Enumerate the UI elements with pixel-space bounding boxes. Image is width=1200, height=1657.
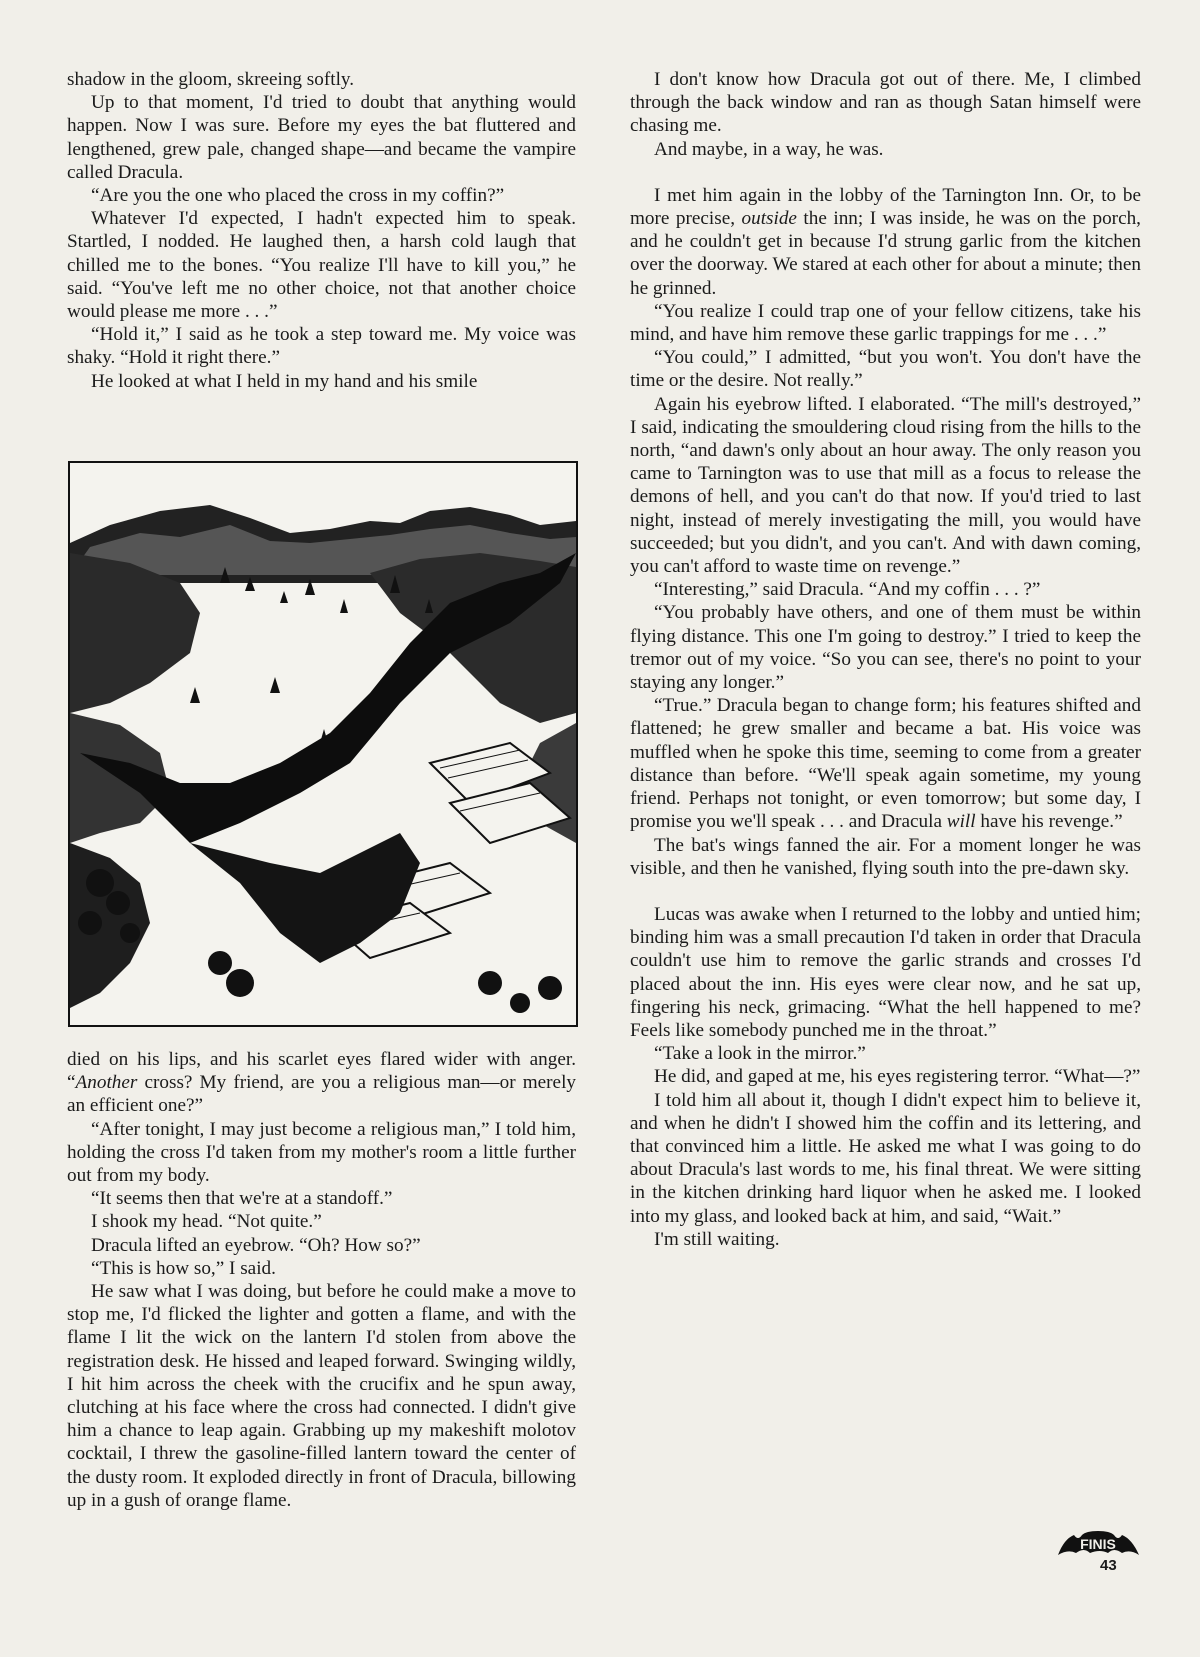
- paragraph: Lucas was awake when I returned to the lobby and untied him; binding him was a small precaution I'd taken in order that Dracula couldn't use him to remove the garlic strands and crosses I'd placed about the inn. His eyes were clear now, and he sat up, fingering his neck, grimacing. “What the hell happened to me? Feels like somebody punched me in the throat.”: [630, 903, 1141, 1041]
- paragraph: [67, 1048, 576, 1118]
- paragraph: shadow in the gloom, skreeing softly.: [67, 69, 355, 90]
- page-number: 43: [1100, 1557, 1117, 1574]
- paragraph: “This is how so,” I said.: [91, 1257, 276, 1279]
- paragraph: He did, and gaped at me, his eyes registering terror. “What—?”: [654, 1066, 1141, 1088]
- paragraph: “Take a look in the mirror.”: [654, 1043, 866, 1065]
- text-run: “True.” Dracula began to change form; his features shifted and flattened; he grew smaller and became a bat. His voice was muffled when he spoke this time, seeming to come from a greater distance than before. “We'll speak again sometime, my young friend. Perhaps not tonight, or even tomorrow; but some day, I promise you we'll speak . . . and Dracula: [630, 695, 1141, 833]
- paragraph: “You could,” I admitted, “but you won't. You don't have the time or the desire. Not really.”: [630, 347, 1141, 392]
- italic-text: Another: [75, 1072, 138, 1094]
- finis-bat-logo: [1056, 1529, 1141, 1559]
- italic-text: will: [946, 811, 976, 833]
- paragraph: [630, 184, 1141, 300]
- finis-label: FINIS: [1080, 1536, 1116, 1552]
- paragraph: “It seems then that we're at a standoff.”: [91, 1188, 393, 1210]
- paragraph: I'm still waiting.: [654, 1228, 780, 1250]
- paragraph: Again his eyebrow lifted. I elaborated. “The mill's destroyed,” I said, indicating the smouldering cloud rising from the hills to the north, “and dawn's only about an hour away. The only reason you came to Tarnington was to use that mill as a focus to release the demons of hell, and you can't do that now. If you'd tried to last night, instead of merely investigating the mill, you would have succeeded; but you didn't, and you can't. And with dawn coming, you can't afford to waste time on revenge.”: [630, 393, 1141, 578]
- paragraph: He saw what I was doing, but before he could make a move to stop me, I'd flicked the lighter and gotten a flame, and with the flame I lit the wick on the lantern I'd stolen from above the registration desk. He hissed and leaped forward. Swinging wildly, I hit him across the cheek with the crucifix and he spun away, clutching at his face where the cross had connected. I didn't give him a chance to leap again. Grabbing up my makeshift molotov cocktail, I threw the gasoline-filled lantern toward the center of the dusty room. It exploded directly in front of Dracula, billowing up in a gush of orange flame.: [67, 1281, 576, 1511]
- left-column-bottom: [67, 1048, 576, 1512]
- paragraph: [630, 694, 1141, 833]
- text-run: have his revenge.”: [975, 811, 1123, 833]
- paragraph: And maybe, in a way, he was.: [654, 138, 884, 160]
- paragraph: The bat's wings fanned the air. For a moment longer he was visible, and then he vanished, flying south into the pre-dawn sky.: [630, 834, 1141, 879]
- bat-over-landscape-illustration: [68, 461, 578, 1027]
- paragraph: He looked at what I held in my hand and his smile: [91, 370, 478, 392]
- right-column: [630, 68, 1141, 1251]
- paragraph: “After tonight, I may just become a religious man,” I told him, holding the cross I'd taken from my mother's room a little further out from my body.: [67, 1118, 576, 1187]
- text-run: I met him again in the lobby of the Tarnington Inn. Or, to be more precise,: [630, 184, 1141, 230]
- left-column-top: [67, 68, 576, 393]
- paragraph: Up to that moment, I'd tried to doubt that anything would happen. Now I was sure. Before my eyes the bat fluttered and lengthened, grew pale, changed shape—and became the vampire called Dracula.: [67, 92, 576, 183]
- paragraph: I told him all about it, though I didn't expect him to believe it, and when he didn't I showed him the coffin and its lettering, and that convinced him a little. He asked me what I was going to do about Dracula's last words to me, his final threat. We were sitting in the kitchen drinking hard liquor when he asked me. I looked into my glass, and looked back at him, and said, “Wait.”: [630, 1089, 1141, 1227]
- paragraph: “You probably have others, and one of them must be within flying distance. This one I'm going to destroy.” I tried to keep the tremor out of my voice. “So you can see, there's no point to your staying any longer.”: [630, 602, 1141, 694]
- paragraph: “Hold it,” I said as he took a step toward me. My voice was shaky. “Hold it right there.”: [67, 324, 576, 369]
- text-run: the inn; I was inside, he was on the porch, and he couldn't get in because I'd strung garlic from the kitchen over the doorway. We stared at each other for about a minute; then he grinned.: [630, 208, 1141, 299]
- paragraph: “Are you the one who placed the cross in my coffin?”: [91, 185, 505, 207]
- paragraph: Whatever I'd expected, I hadn't expected him to speak. Startled, I nodded. He laughed then, a harsh cold laugh that chilled me to the bones. “You realize I'll have to kill you,” he said. “You've left me no other choice, not that another choice would please me more . . .”: [67, 208, 576, 323]
- paragraph: I shook my head. “Not quite.”: [91, 1211, 322, 1233]
- text-run: cross? My friend, are you a religious man—or merely an efficient one?”: [67, 1072, 576, 1117]
- paragraph: I don't know how Dracula got out of there. Me, I climbed through the back window and ran as though Satan himself were chasing me.: [630, 69, 1141, 137]
- paragraph: Dracula lifted an eyebrow. “Oh? How so?”: [91, 1234, 421, 1256]
- paragraph: “You realize I could trap one of your fellow citizens, take his mind, and have him remove these garlic trappings for me . . .”: [630, 300, 1141, 346]
- text-run: died on his lips, and his scarlet eyes flared wider with anger. “: [67, 1049, 576, 1094]
- paragraph: “Interesting,” said Dracula. “And my coffin . . . ?”: [654, 579, 1041, 601]
- italic-text: outside: [741, 208, 797, 230]
